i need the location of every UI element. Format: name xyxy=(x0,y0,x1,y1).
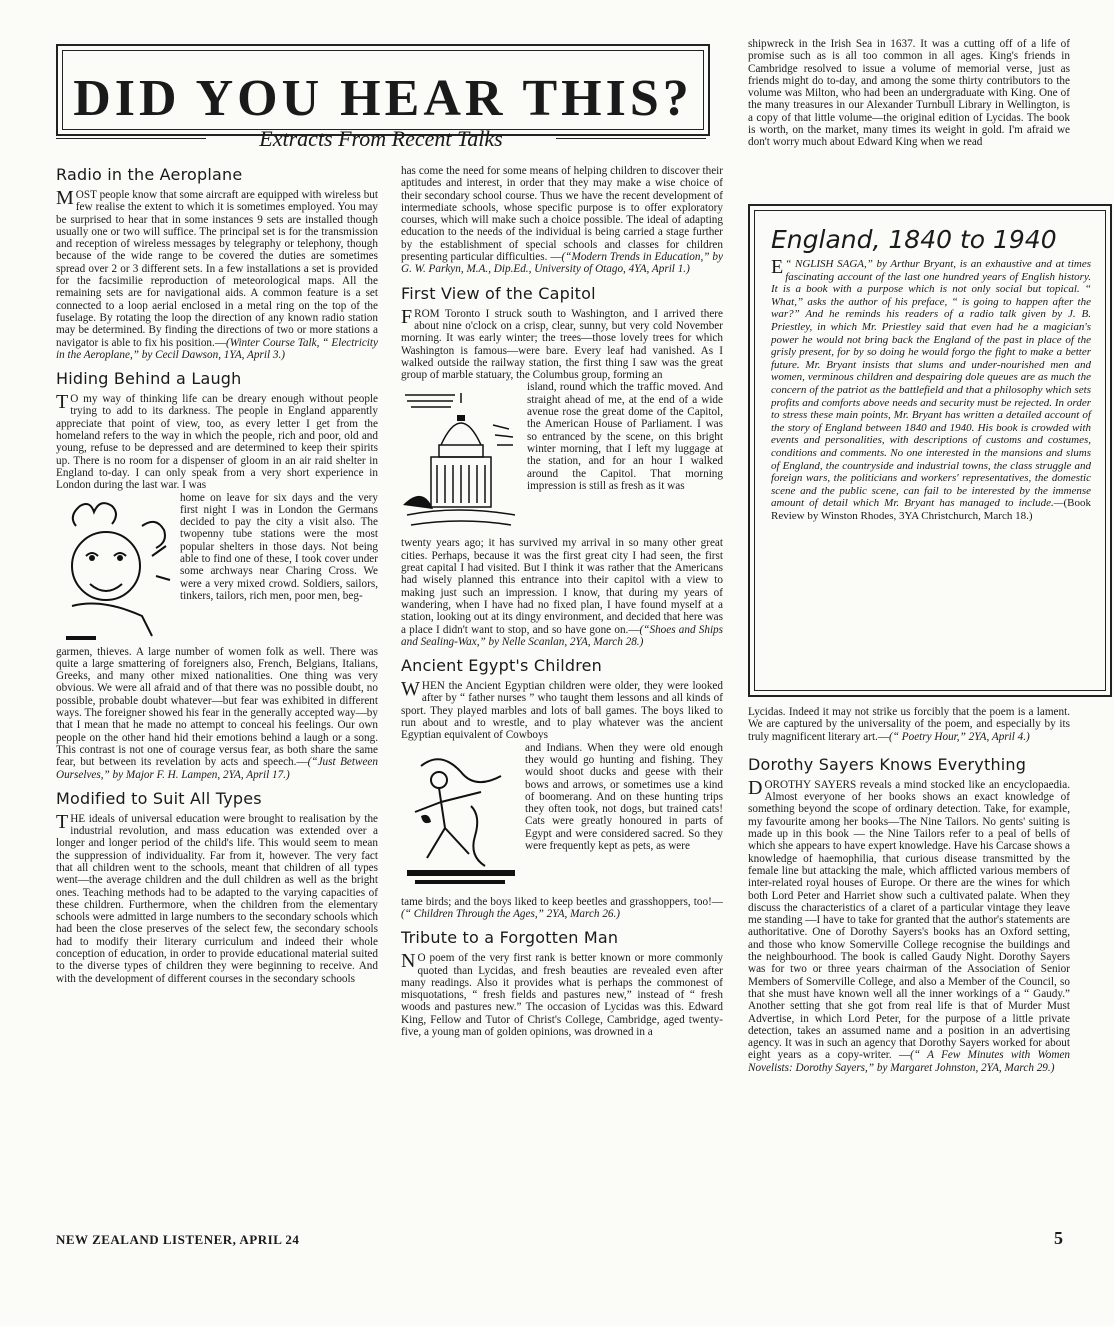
credit: (“Just Between Ourselves,” by Major F. H. Lampen, 2YA, April 17.) xyxy=(56,756,378,781)
egyptian-figure-illustration-icon xyxy=(401,746,519,894)
masthead-inner-frame xyxy=(62,50,704,130)
body-text: garmen, thieves. A large number of women folk as well. There was quite a large smattering of foreigners also, French, Belgians, Italians, Greeks, and many other mixed nationalities. One thing was very obvious. We were all afraid and of that there was no possible doubt, no possible, probable doubt whatever—but fear was exhibited in different ways. The foreigner showed his fear in the generally accepted way—by that I mean that he made no attempt to conceal his feelings. Our own people on the other hand hid their emotions behind a laugh or a song. This contrast is not one of courage versus fear, as both share the same fear, but between its revelation by acts and speech.— xyxy=(56,645,378,769)
body-text: twenty years ago; it has survived my arrival in so many other great cities. Perhaps, because it was the first great city I had seen, the first great capital I had visited. But I think it was rather that the Americans had wisely planned this entrance into their capitol with a view to making just such an impression. I know, that during my years of wandering, when I have had no fixed plan, I have found myself at a station, looking out at its dingy environment, and decided that here was a place I didn't want to stop, and so have gone on.— xyxy=(401,537,723,636)
body-text: O my way of thinking life can be dreary enough without people trying to add to its darkness. The people in England apparently appreciate that point of view, too, as every letter I get from the homeland refers to the way in which the people, rich and poor, old and young, refuse to be depressed and are determined to keep their spirits up. There is no room for a dispenser of gloom in an air raid shelter in England to-day. I can only speak from a very short experience in London during the last war. I was xyxy=(56,393,378,492)
body-text: HEN the Ancient Egyptian children were older, they were looked after by “ father nurses ” who taught them lessons and all kinds of sport. They played marbles and lots of ball games. The boys liked to run about and to wrestle, and to play whatever was the ancient Egyptian equivalent of Cowboys xyxy=(401,680,723,742)
article-body xyxy=(56,810,378,985)
body-text: tame birds; and the boys liked to keep beetles and grasshoppers, too!— xyxy=(401,895,723,908)
article-body xyxy=(56,189,378,361)
article-forgotten-continued: shipwreck in the Irish Sea in 1637. It was a cutting off of a life of promise such as is all too common in all ages. King's friends in Cambridge resolved to issue a volume of memorial verse, just as friends might do to-day, and among the some thirty contributors to the volume was Milton, who had been an undergraduate with King. One of the many treasures in our Alexander Turnbull Library in Wellington, is a copy of that little volume—the original edition of Lycidas. The book is worth, on the market, many times its weight in gold. I'm afraid we don't worry much about Edward King when we read xyxy=(748,38,1070,149)
subtitle-rule-right xyxy=(556,134,706,139)
article-body xyxy=(401,680,723,741)
article-forgotten-end xyxy=(748,706,1070,743)
page-title: DID YOU HEAR THIS? xyxy=(73,70,693,127)
article-egypt xyxy=(401,656,723,920)
drop-cap: F xyxy=(401,305,413,328)
drop-cap: E xyxy=(771,256,784,278)
body-text: HE ideals of universal education were brought to realisation by the industrial revolution, and mass education was extended over a longer and longer period of the child's life. This would seem to mean the suppression of individuality. Far from it, however. The very fact that all children went to the schools, meant that children of all types went—the average children and the dull children as well as the bright ones. Teaching methods had to be adapted to the varying capacities of these children. Furthermore, when the children from the elementary schools were admitted in large numbers to the secondary schools which had been the close preserves of the select few, the secondary schools had to modify their literary curriculum and indeed their whole conception of education, in order to provide educational material suited to the diverse types of children they were beginning to receive. And with the development of different courses in the secondary schools xyxy=(56,812,378,985)
review-box-frame xyxy=(748,204,1112,697)
drop-cap: W xyxy=(401,678,420,701)
article-types xyxy=(56,789,378,985)
body-text: OST people know that some aircraft are equipped with wireless but few realise the extent to which it is sometimes employed. You may be surprised to hear that in some instances 9 sets are installed though usually one or two will suffice. The principal set is for the transmission and reception of wireless messages by telegraphy or telephony, though because of the wide range to be covered the duties are sometimes spread over 2 or 3 different sets. In a few installations a set is provided for the facsimilie reproduction of meteorological maps. All the remaining sets are for navigational aids. A common feature is a set connected to a loop aerial enclosed in a metal ring on the top of the fuselage. By rotating the loop the direction of any known radio station may be determined. By finding the directions of two or more stations a navigator is able to fix his position.— xyxy=(56,189,378,349)
article-body-continued xyxy=(401,896,723,921)
body-text: “ NGLISH SAGA,” by Arthur Bryant, is an exhaustive and at times fascinating account of the last one hundred years of English history. It is a book with a purpose which is not only social but topical. “ What,” asks the author of his preface, “ is going to happen after the war?” And he reminds his readers of a radio talk given by J. B. Priestley, in which Mr. Priestley said that even had he a magician's power he would not bring back the England of the past in place of the grisly present, for by so doing he would forgo the fight to make a better future. Mr. Bryant insists that slums and under-nourished men and women, verminous children and despairing dole queues are as much the concern of the patriot as the battlefield and that a philosophy which sets profits and comforts above needs and security must be rejected. In order to stress these main points, Mr. Bryant has written a detailed account of the story of England between 1840 and 1940. His book is crowded with events and personalities, with descriptions of customs and costumes, conditions and comments. No one interested in the mansions and slums of England, the countryside and industrial towns, the class struggle and foreign wars, the politicians and workers' representatives, the domestic scene and the public scene, can fail to be interested by the immense amount of detail which Mr. Bryant has managed to include.— xyxy=(771,258,1091,510)
article-title: Dorothy Sayers Knows Everything xyxy=(748,754,1027,774)
credit: (Winter Course Talk, “ Electricity in the Aeroplane,” by Cecil Dawson, 1YA, April 3.) xyxy=(56,336,378,361)
credit: (“ Children Through the Ages,” 2YA, March 26.) xyxy=(401,907,621,920)
article-types-continued xyxy=(401,165,723,276)
credit: (“ A Few Minutes with Women Novelists: Dorothy Sayers,” by Margaret Johnston, 2YA, March 29.) xyxy=(748,1049,1070,1074)
credit: (Book Review by Winston Rhodes, 3YA Christchurch, March 18.) xyxy=(771,497,1091,522)
column-3 xyxy=(748,38,1070,149)
article-body-continued xyxy=(401,537,723,648)
drop-cap: N xyxy=(401,950,416,973)
article-body-wrap: and Indians. When they were old enough they would go hunting and fishing. They would shoot ducks and geese with their bows and arrows, or sometimes use a kind of boomerang. And on these hunting trips they often took, not dogs, but trained cats! Cats were greatly honoured in parts of Egypt and were considered sacred. So they were frequently kept as pets, as were xyxy=(525,741,723,852)
article-body-continued xyxy=(56,646,378,781)
credit: (“Modern Trends in Education,” by G. W. Parkyn, M.A., Dip.Ed., University of Otago, 4YA, April 1.) xyxy=(401,251,723,276)
body-text: Lycidas. Indeed it may not strike us forcibly that the poem is a lament. We are captured by the universality of the poem, and especially by its truly magnificent literary art.— xyxy=(748,706,1070,743)
article-forgotten xyxy=(401,928,723,1038)
illustration-wrap xyxy=(401,381,723,537)
article-body xyxy=(401,952,723,1038)
page-number: 5 xyxy=(1054,1228,1064,1248)
illustration-wrap xyxy=(56,492,378,646)
credit: (“ Poetry Hour,” 2YA, April 4.) xyxy=(889,730,1030,743)
article-body xyxy=(748,776,1070,1074)
review-title: England, 1840 to 1940 xyxy=(771,225,1057,254)
page-subtitle: Extracts From Recent Talks xyxy=(259,126,503,151)
illustration-wrap xyxy=(401,742,723,896)
masthead-frame xyxy=(56,44,710,136)
body-text: OROTHY SAYERS reveals a mind stocked like an encyclopaedia. Almost everyone of her books shows an exact knowledge of something beyond the scope of ordinary detection. Take, for example, my favourite among her books—The Nine Tailors. No gents' suiting is made up in this book — the Nine Tailors refer to a peal of bells of which she appears to have expert knowledge. Have his Carcase shows a knowledge of haemophilia, that curious disease transmitted by the female line but attacking the male, which afflicted various members of inter-related royal houses of Europe. Or there are the wines for which both Lord Peter and Harriet show such a cultivated palate. When they discuss the characteristics of a claret of a particular vintage they leave me standing —I have to take for granted that the author's statements are authoritative. One of Dorothy Sayers's books has an Oxford setting, and those who know Somerville College recognise the buildings and the neighbourhood. The book is called Gaudy Night. Dorothy Sayers was for two or three years chairman of the Association of Senior Members of Somerville College, and also a Member of the Council, so that she must have known well all the inner workings of a “ Gaudy.” Another setting that she got from real life is that of Murder Must Advertise, in which Lord Peter, for the purpose of a little private detection, takes an assumed name and a position in an advertising agency. It was in such an agency that Dorothy Sayers worked for about eight years as a copy-writer. — xyxy=(748,778,1070,1062)
drop-cap: D xyxy=(748,776,763,799)
article-sayers xyxy=(748,755,1070,1074)
caricature-illustration-icon xyxy=(56,496,174,644)
body-text: O poem of the very first rank is better known or more commonly quoted than Lycidas, and fresh beauties are revealed even after many readings. Also it provides what is perhaps the commonest of misquotations, “ fresh fields and pastures new,” instead of “ fresh woods and pastures new.” The occasion of Lycidas was this. Edward King, Fellow and Tutor of Christ's College, Cambridge, aged twenty-five, a young man of golden opinions, was drowned in a xyxy=(401,952,723,1038)
body-text: has come the need for some means of helping children to discover their aptitudes and interest, in order that they may make a wise choice of their secondary school course. Thus we have the recent development of intermediate schools, whose specific purpose is to offer exploratory courses, which will make such a choice possible. The ideal of adapting education to the needs of the individual is being carried a stage further by the establishment of special schools and classes for children presenting particular difficulties. — xyxy=(401,165,723,264)
article-title: Hiding Behind a Laugh xyxy=(56,369,242,389)
review-body xyxy=(771,258,1091,522)
column-2 xyxy=(401,165,723,1038)
body-text: ROM Toronto I struck south to Washington, and I arrived there about nine o'clock on a crisp, clear, sunny, but very cold November morning. It was early winter; the trees—those lovely trees for which Washington is famous—were bare. Every leaf had vanished. As I walked outside the railway station, the first thing I saw was the great group of marble statuary, the Columbus group, forming an xyxy=(401,307,723,382)
capitol-building-illustration-icon xyxy=(401,385,521,535)
article-body-wrap: home on leave for six days and the very first night I was in London the Germans decided to pay the city a visit also. The twopenny tube stations were the most popular shelters in those days. Not being able to find one of these, I took cover under some archways near Charing Cross. We were a very mixed crowd. Soldiers, sailors, tinkers, tailors, rich men, poor men, beg- xyxy=(180,491,378,602)
article-title: Modified to Suit All Types xyxy=(56,788,262,808)
article-laugh xyxy=(56,369,378,781)
review-box-inner xyxy=(754,210,1106,691)
article-capitol xyxy=(401,284,723,648)
column-3-lower xyxy=(748,706,1070,1074)
article-body-wrap: island, round which the traffic moved. And straight ahead of me, at the end of a wide avenue rose the great dome of the Capitol, the American House of Parliament. I was so entranced by the scene, on this bright winter morning, that I left my luggage at the station, and for an hour I walked around the Capitol. That morning impression is still as fresh as it was xyxy=(527,381,723,492)
article-radio xyxy=(56,165,378,361)
article-title: Radio in the Aeroplane xyxy=(56,165,243,184)
article-title: First View of the Capitol xyxy=(401,283,596,303)
credit: (“Shoes and Ships and Sealing-Wax,” by Nelle Scanlan, 2YA, March 28.) xyxy=(401,623,724,648)
article-body xyxy=(401,305,723,382)
article-title: Ancient Egypt's Children xyxy=(401,656,603,676)
drop-cap: T xyxy=(56,810,69,833)
drop-cap: T xyxy=(56,391,69,414)
column-1 xyxy=(56,165,378,985)
article-body xyxy=(56,393,378,491)
article-title: Tribute to a Forgotten Man xyxy=(401,928,619,948)
footer-publication: NEW ZEALAND LISTENER, APRIL 24 xyxy=(56,1232,300,1247)
masthead-subtitle-bar xyxy=(56,126,706,156)
drop-cap: M xyxy=(56,187,74,209)
